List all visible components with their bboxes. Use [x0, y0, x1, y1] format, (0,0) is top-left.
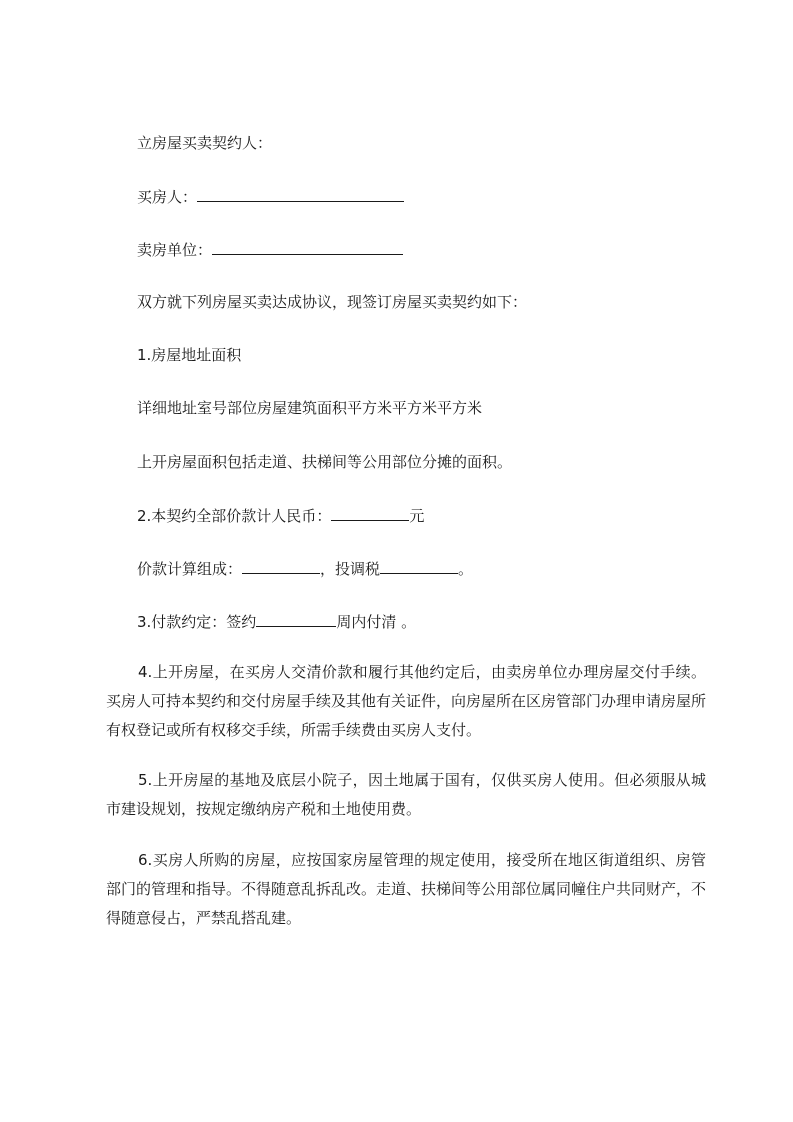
seller-blank[interactable]: [212, 239, 403, 255]
item5-paragraph: 5.上开房屋的基地及底层小院子，因土地属于国有，仅供买房人使用。但必须服从城市建设规划，按规定缴纳房产税和土地使用费。: [106, 771, 706, 818]
item1-note: 上开房屋面积包括走道、扶梯间等公用部位分摊的面积。: [137, 453, 513, 471]
item3-line: [137, 611, 416, 632]
price-suffix: 。: [458, 560, 474, 578]
item1-title: 1.房屋地址面积: [137, 346, 242, 364]
buyer-label: 买房人：: [137, 188, 198, 206]
price-composition-blank[interactable]: [242, 558, 320, 574]
seller-line: [137, 239, 403, 260]
buyer-blank[interactable]: [197, 186, 404, 202]
buyer-line: [137, 186, 404, 207]
item1-detail: 详细地址室号部位房屋建筑面积平方米平方米平方米: [137, 399, 483, 417]
item2-line: [137, 505, 424, 526]
price-composition-line: [137, 558, 473, 579]
item2-prefix: 2.本契约全部价款计人民币：: [137, 507, 332, 525]
item2-suffix: 元: [409, 507, 425, 525]
item3-prefix: 3.付款约定：签约: [137, 613, 257, 631]
parties-heading: 立房屋买卖契约人：: [137, 134, 273, 152]
item6-paragraph: 6.买房人所购的房屋，应按国家房屋管理的规定使用，接受所在地区街道组织、房管部门的管理和指导。不得随意乱拆乱改。走道、扶梯间等公用部位属同幢住户共同财产，不得随意侵占，严禁乱搭乱建。: [106, 851, 707, 927]
item3-suffix: 周内付清 。: [336, 613, 417, 631]
price-prefix: 价款计算组成：: [137, 560, 243, 578]
seller-label: 卖房单位：: [137, 241, 213, 259]
item4-paragraph: 4.上开房屋，在买房人交清价款和履行其他约定后，由卖房单位办理房屋交付手续。买房人可持本契约和交付房屋手续及其他有关证件，向房屋所在区房管部门办理申请房屋所有权登记或所有权移交手续，所需手续费由买房人支付。: [106, 663, 707, 739]
tax-blank[interactable]: [380, 558, 458, 574]
total-price-blank[interactable]: [331, 505, 409, 521]
price-middle: ，投调税: [320, 560, 381, 578]
payment-weeks-blank[interactable]: [256, 611, 336, 627]
intro-text: 双方就下列房屋买卖达成协议，现签订房屋买卖契约如下：: [137, 293, 528, 311]
